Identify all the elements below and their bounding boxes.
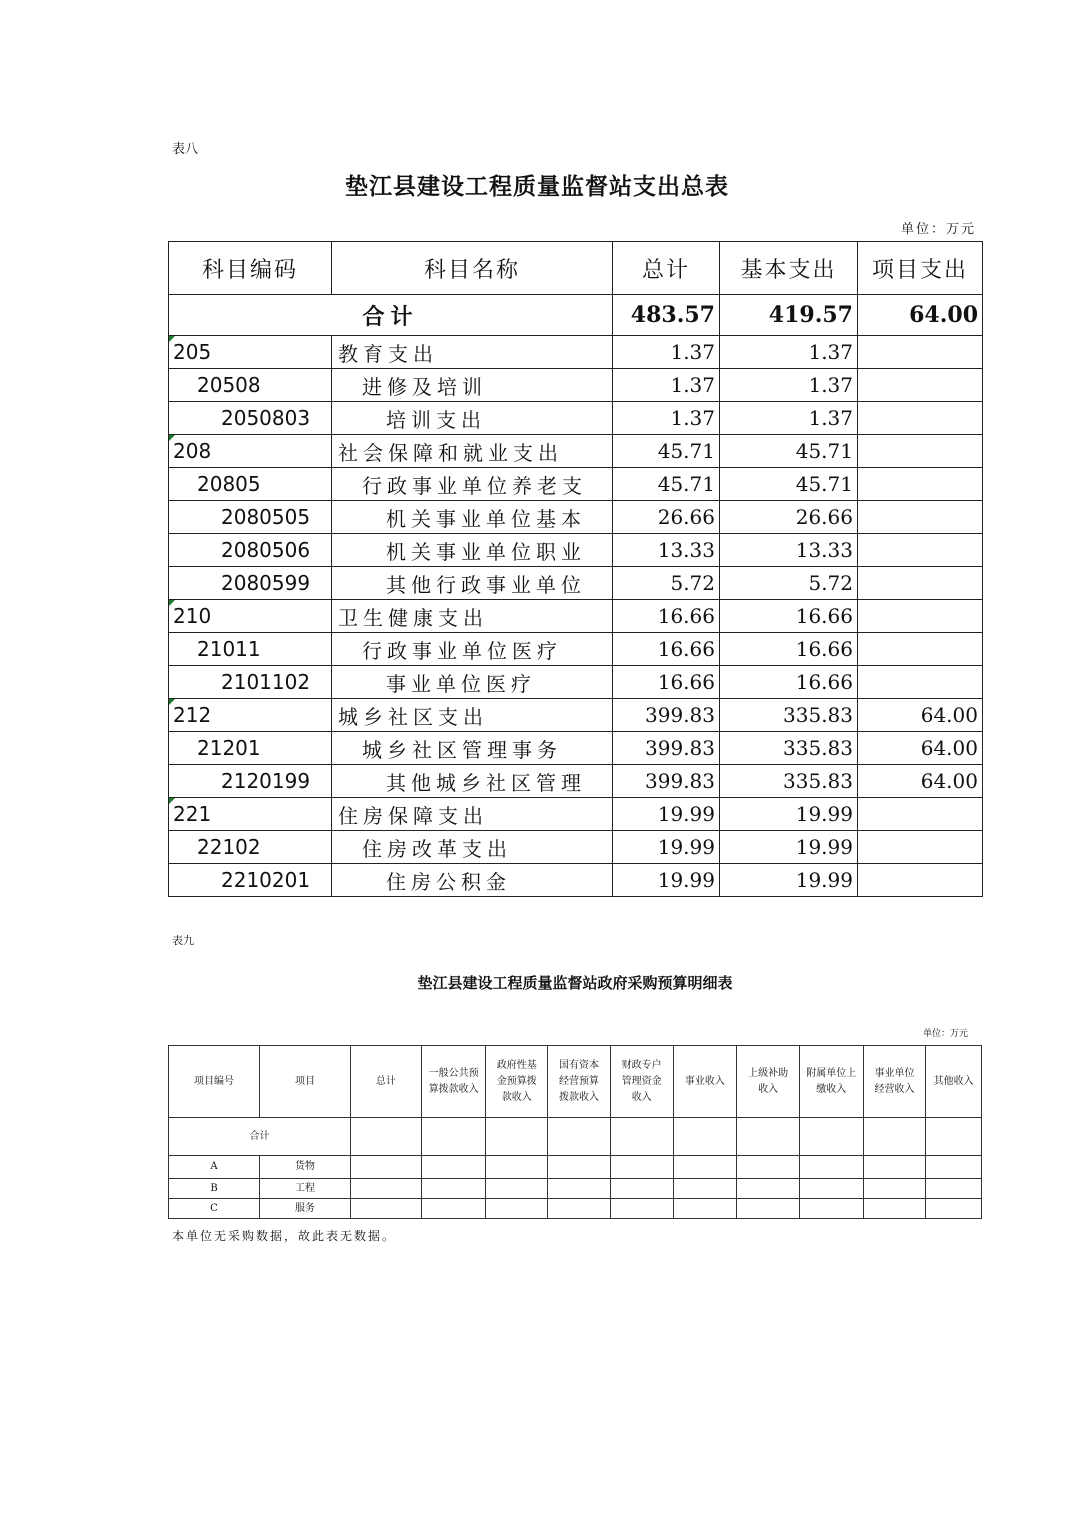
subject-code-cell: 2050803 <box>169 402 332 435</box>
subject-code-cell: 208 <box>169 435 332 468</box>
total-basic: 419.57 <box>720 295 858 336</box>
empty-cell <box>548 1199 611 1219</box>
total-total: 483.57 <box>613 295 720 336</box>
expenditure-summary-table <box>168 241 983 897</box>
header-basic-expenditure: 基本支出 <box>720 242 858 295</box>
total-cell: 19.99 <box>613 864 720 897</box>
table9-header-cell: 其他收入 <box>926 1046 982 1118</box>
empty-cell <box>421 1179 486 1199</box>
subject-code-cell: 2080505 <box>169 501 332 534</box>
basic-expenditure-cell: 335.83 <box>720 765 858 798</box>
project-expenditure-cell: 64.00 <box>858 765 983 798</box>
item-name-cell: 货物 <box>260 1156 351 1179</box>
project-expenditure-cell <box>858 567 983 600</box>
project-expenditure-cell <box>858 501 983 534</box>
subject-name-cell: 社会保障和就业支出 <box>332 435 613 468</box>
header-subject-code: 科目编码 <box>169 242 332 295</box>
total-cell: 1.37 <box>613 336 720 369</box>
empty-cell <box>351 1156 422 1179</box>
empty-cell <box>673 1199 737 1219</box>
subject-name-cell: 进修及培训 <box>332 369 613 402</box>
basic-expenditure-cell: 1.37 <box>720 369 858 402</box>
header-total: 总计 <box>613 242 720 295</box>
table8-row <box>169 765 983 798</box>
project-expenditure-cell: 64.00 <box>858 699 983 732</box>
table9-total-row <box>169 1118 982 1156</box>
item-name-cell: 工程 <box>260 1179 351 1199</box>
project-expenditure-cell <box>858 534 983 567</box>
subject-code-cell: 2210201 <box>169 864 332 897</box>
empty-cell <box>486 1179 548 1199</box>
table9-unit: 单位：万元 <box>922 1029 968 1039</box>
basic-expenditure-cell: 16.66 <box>720 666 858 699</box>
empty-cell <box>863 1199 926 1219</box>
empty-cell <box>673 1156 737 1179</box>
subject-code-cell: 221 <box>169 798 332 831</box>
total-cell: 45.71 <box>613 435 720 468</box>
procurement-budget-table <box>168 1045 982 1219</box>
empty-cell <box>737 1199 800 1219</box>
header-subject-name: 科目名称 <box>332 242 613 295</box>
item-code-cell: A <box>169 1156 260 1179</box>
subject-name-cell: 行政事业单位医疗 <box>332 633 613 666</box>
total-cell: 399.83 <box>613 699 720 732</box>
basic-expenditure-cell: 13.33 <box>720 534 858 567</box>
subject-code-cell: 20508 <box>169 369 332 402</box>
subject-code-cell: 210 <box>169 600 332 633</box>
empty-cell <box>926 1156 982 1179</box>
table8-row <box>169 666 983 699</box>
empty-cell <box>673 1179 737 1199</box>
table9-header-cell: 政府性基金预算拨款收入 <box>486 1046 548 1118</box>
basic-expenditure-cell: 1.37 <box>720 402 858 435</box>
table9-header-cell: 事业单位经营收入 <box>863 1046 926 1118</box>
table8-unit: 单位：万元 <box>900 222 976 237</box>
empty-cell <box>863 1156 926 1179</box>
project-expenditure-cell <box>858 864 983 897</box>
total-cell: 16.66 <box>613 666 720 699</box>
empty-cell <box>421 1156 486 1179</box>
table8-total-row <box>169 295 983 336</box>
subject-name-cell: 机关事业单位职业 <box>332 534 613 567</box>
empty-cell <box>548 1179 611 1199</box>
table8-row <box>169 633 983 666</box>
empty-cell <box>610 1156 673 1179</box>
table8-row <box>169 798 983 831</box>
table9-header-cell: 事业收入 <box>673 1046 737 1118</box>
table8-header-row <box>169 242 983 295</box>
table9-label: 表九 <box>172 934 194 947</box>
basic-expenditure-cell: 16.66 <box>720 600 858 633</box>
total-cell: 1.37 <box>613 402 720 435</box>
table8-row <box>169 402 983 435</box>
total-label: 合计 <box>169 295 613 336</box>
table9-header-cell: 总计 <box>351 1046 422 1118</box>
empty-cell <box>863 1179 926 1199</box>
table8-row <box>169 831 983 864</box>
empty-cell <box>610 1179 673 1199</box>
subject-name-cell: 住房保障支出 <box>332 798 613 831</box>
total-cell: 19.99 <box>613 831 720 864</box>
empty-cell <box>548 1156 611 1179</box>
project-expenditure-cell <box>858 468 983 501</box>
table9-header-row <box>169 1046 982 1118</box>
table8-row <box>169 699 983 732</box>
empty-cell <box>351 1179 422 1199</box>
table9-total-label: 合计 <box>169 1118 351 1156</box>
subject-name-cell: 城乡社区管理事务 <box>332 732 613 765</box>
total-cell: 19.99 <box>613 798 720 831</box>
table9-header-cell: 项目编号 <box>169 1046 260 1118</box>
empty-cell <box>737 1179 800 1199</box>
empty-cell <box>799 1179 863 1199</box>
total-cell: 399.83 <box>613 765 720 798</box>
basic-expenditure-cell: 19.99 <box>720 831 858 864</box>
subject-name-cell: 培训支出 <box>332 402 613 435</box>
table9-note: 本单位无采购数据，故此表无数据。 <box>172 1229 397 1243</box>
table9-header-cell: 项目 <box>260 1046 351 1118</box>
table9-header-cell: 财政专户管理资金收入 <box>610 1046 673 1118</box>
project-expenditure-cell <box>858 831 983 864</box>
basic-expenditure-cell: 335.83 <box>720 699 858 732</box>
table8-row <box>169 336 983 369</box>
subject-name-cell: 行政事业单位养老支 <box>332 468 613 501</box>
subject-code-cell: 2080599 <box>169 567 332 600</box>
basic-expenditure-cell: 5.72 <box>720 567 858 600</box>
subject-name-cell: 其他城乡社区管理 <box>332 765 613 798</box>
subject-name-cell: 城乡社区支出 <box>332 699 613 732</box>
header-project-expenditure: 项目支出 <box>858 242 983 295</box>
basic-expenditure-cell: 45.71 <box>720 435 858 468</box>
project-expenditure-cell: 64.00 <box>858 732 983 765</box>
table9-header-cell: 国有资本经营预算拨款收入 <box>548 1046 611 1118</box>
total-cell: 16.66 <box>613 633 720 666</box>
subject-code-cell: 2120199 <box>169 765 332 798</box>
item-code-cell: C <box>169 1199 260 1219</box>
table8-row <box>169 864 983 897</box>
table8-row <box>169 435 983 468</box>
table9-title: 垫江县建设工程质量监督站政府采购预算明细表 <box>417 974 733 992</box>
empty-cell <box>737 1156 800 1179</box>
basic-expenditure-cell: 1.37 <box>720 336 858 369</box>
total-project: 64.00 <box>858 295 983 336</box>
table9-header-cell: 上级补助收入 <box>737 1046 800 1118</box>
empty-cell <box>926 1199 982 1219</box>
project-expenditure-cell <box>858 798 983 831</box>
subject-name-cell: 住房改革支出 <box>332 831 613 864</box>
subject-name-cell: 其他行政事业单位 <box>332 567 613 600</box>
subject-code-cell: 21011 <box>169 633 332 666</box>
empty-cell <box>799 1199 863 1219</box>
empty-cell <box>926 1179 982 1199</box>
total-cell: 26.66 <box>613 501 720 534</box>
project-expenditure-cell <box>858 402 983 435</box>
table8-row <box>169 534 983 567</box>
empty-cell <box>799 1156 863 1179</box>
table9-row <box>169 1179 982 1199</box>
table9-header-cell: 附属单位上缴收入 <box>799 1046 863 1118</box>
table8-label: 表八 <box>172 142 199 157</box>
empty-cell <box>610 1199 673 1219</box>
project-expenditure-cell <box>858 336 983 369</box>
basic-expenditure-cell: 335.83 <box>720 732 858 765</box>
total-cell: 16.66 <box>613 600 720 633</box>
empty-cell <box>351 1199 422 1219</box>
subject-name-cell: 机关事业单位基本 <box>332 501 613 534</box>
total-cell: 1.37 <box>613 369 720 402</box>
subject-code-cell: 2080506 <box>169 534 332 567</box>
project-expenditure-cell <box>858 666 983 699</box>
table8-row <box>169 501 983 534</box>
table8-row <box>169 567 983 600</box>
subject-name-cell: 教育支出 <box>332 336 613 369</box>
project-expenditure-cell <box>858 633 983 666</box>
project-expenditure-cell <box>858 369 983 402</box>
subject-name-cell: 住房公积金 <box>332 864 613 897</box>
table8-row <box>169 600 983 633</box>
subject-code-cell: 212 <box>169 699 332 732</box>
table8-title: 垫江县建设工程质量监督站支出总表 <box>345 173 729 200</box>
basic-expenditure-cell: 45.71 <box>720 468 858 501</box>
empty-cell <box>486 1199 548 1219</box>
basic-expenditure-cell: 26.66 <box>720 501 858 534</box>
project-expenditure-cell <box>858 600 983 633</box>
subject-code-cell: 21201 <box>169 732 332 765</box>
table8-row <box>169 732 983 765</box>
table9-row <box>169 1156 982 1179</box>
total-cell: 13.33 <box>613 534 720 567</box>
subject-name-cell: 事业单位医疗 <box>332 666 613 699</box>
basic-expenditure-cell: 19.99 <box>720 798 858 831</box>
subject-code-cell: 2101102 <box>169 666 332 699</box>
subject-code-cell: 205 <box>169 336 332 369</box>
item-name-cell: 服务 <box>260 1199 351 1219</box>
empty-cell <box>421 1199 486 1219</box>
subject-name-cell: 卫生健康支出 <box>332 600 613 633</box>
basic-expenditure-cell: 16.66 <box>720 633 858 666</box>
table8-row <box>169 369 983 402</box>
subject-code-cell: 20805 <box>169 468 332 501</box>
empty-cell <box>486 1156 548 1179</box>
basic-expenditure-cell: 19.99 <box>720 864 858 897</box>
table9-header-cell: 一般公共预算拨款收入 <box>421 1046 486 1118</box>
subject-code-cell: 22102 <box>169 831 332 864</box>
table9-row <box>169 1199 982 1219</box>
total-cell: 399.83 <box>613 732 720 765</box>
total-cell: 5.72 <box>613 567 720 600</box>
total-cell: 45.71 <box>613 468 720 501</box>
table8-row <box>169 468 983 501</box>
item-code-cell: B <box>169 1179 260 1199</box>
project-expenditure-cell <box>858 435 983 468</box>
